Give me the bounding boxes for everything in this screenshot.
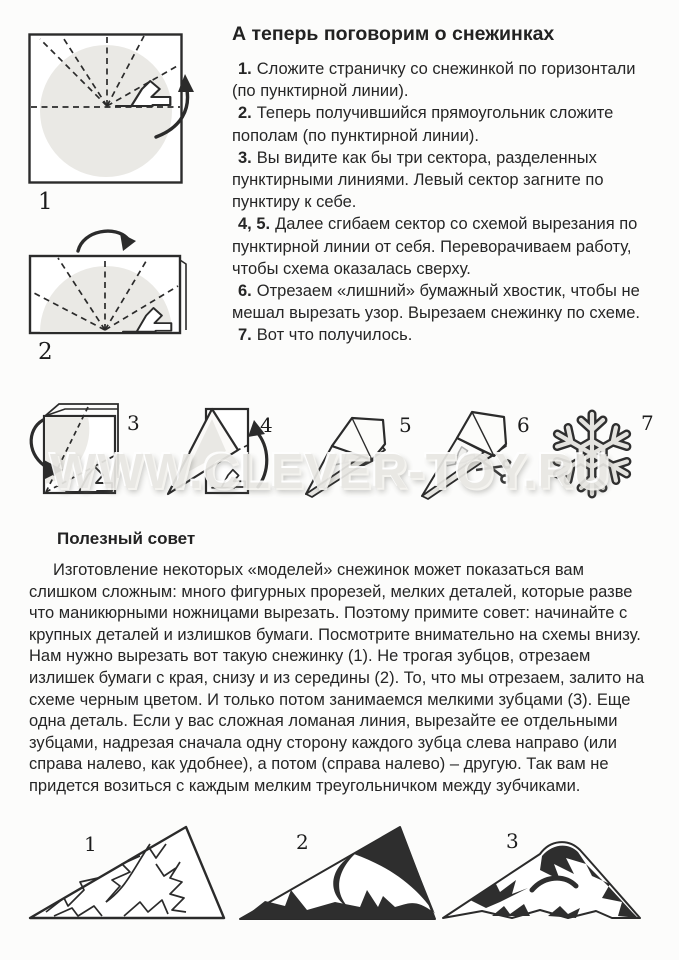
step-item-7: 7. Вот что получилось. [238,326,413,345]
snowflake-paper-circle [40,45,172,177]
fold-step-2-figure [28,222,200,352]
fold-step-3-figure [26,400,131,500]
step-item-1: 1. Сложите страничку со снежинкой по горизонтали (по пунктирной линии). [232,60,636,101]
page-title: А теперь поговорим о снежинках [232,23,555,45]
step-item-2: 2. Теперь получившийся прямоугольник сложите пополам (по пунктирной линии). [232,104,614,145]
scheme-2-label: 2 [296,830,309,854]
fold-step-6-figure [418,400,518,505]
watermark: WWW.CLEVER-TOY.RU [50,445,611,499]
snowflake-icon [552,414,632,494]
step-item-3: 3. Вы видите как бы три сектора, разделенных пунктирными линиями. Левый сектор загните по пунктиру к себе. [232,148,604,212]
figure-2-label: 2 [38,339,53,365]
fold-step-5-figure [300,402,400,502]
step-item-4-5: 4, 5. Далее сгибаем сектор со схемой вырезания по пунктирной линии от себя. Переворачиваем работу, чтобы схема оказалась сверху. [232,215,638,278]
scheme-2-figure [237,822,439,924]
scheme-1-label: 1 [84,832,97,856]
instructions-list [232,58,658,347]
scheme-3-label: 3 [506,829,519,853]
tip-heading: Полезный совет [57,529,196,548]
fold-step-1-figure [28,33,203,185]
figure-1-label: 1 [38,189,53,215]
step-item-6: 6. Отрезаем «лишний» бумажный хвостик, чтобы не мешал вырезать узор. Вырезаем снежинку по схеме. [232,282,640,323]
flip-arrow-icon [78,231,136,251]
fold-step-4-figure [162,407,274,502]
scissors-icon [476,458,511,483]
figure-3-label: 3 [127,411,140,435]
figure-5-label: 5 [399,413,412,437]
figure-4-label: 4 [260,413,273,437]
tip-body: Изготовление некоторых «моделей» снежинок может показаться вам слишком сложным: много фигурных прорезей, мелких деталей, которые разве что маникюрными ножницами вырезать. Поэтому примите совет: начинайте с крупных деталей и излишков бумаги. Посмотрите внимательно на схемы внизу. Нам нужно вырезать вот такую снежинку (1). Не трогая зубцов, отрезаем излишек бумаги с края, снизу и из середины (2). То, что мы отрезаем, залито на схеме черным цветом. И только потом занимаемся мелкими зубцами (3). Еще одна деталь. Если у вас сложная ломаная линия, вырезайте ее отдельными зубцами, надрезая сначала одну сторону каждого зубца слева направо (или справа налево, как удобнее), а потом (справа налево) – другую. Так вам не придется возиться с каждым мелким треугольничком между зубчиками. [29,561,645,795]
figure-7-label: 7 [641,411,654,435]
figure-6-label: 6 [517,413,530,437]
scheme-3-figure [440,828,645,924]
fold-step-7-figure [541,406,643,502]
scheme-1-figure [28,824,228,924]
